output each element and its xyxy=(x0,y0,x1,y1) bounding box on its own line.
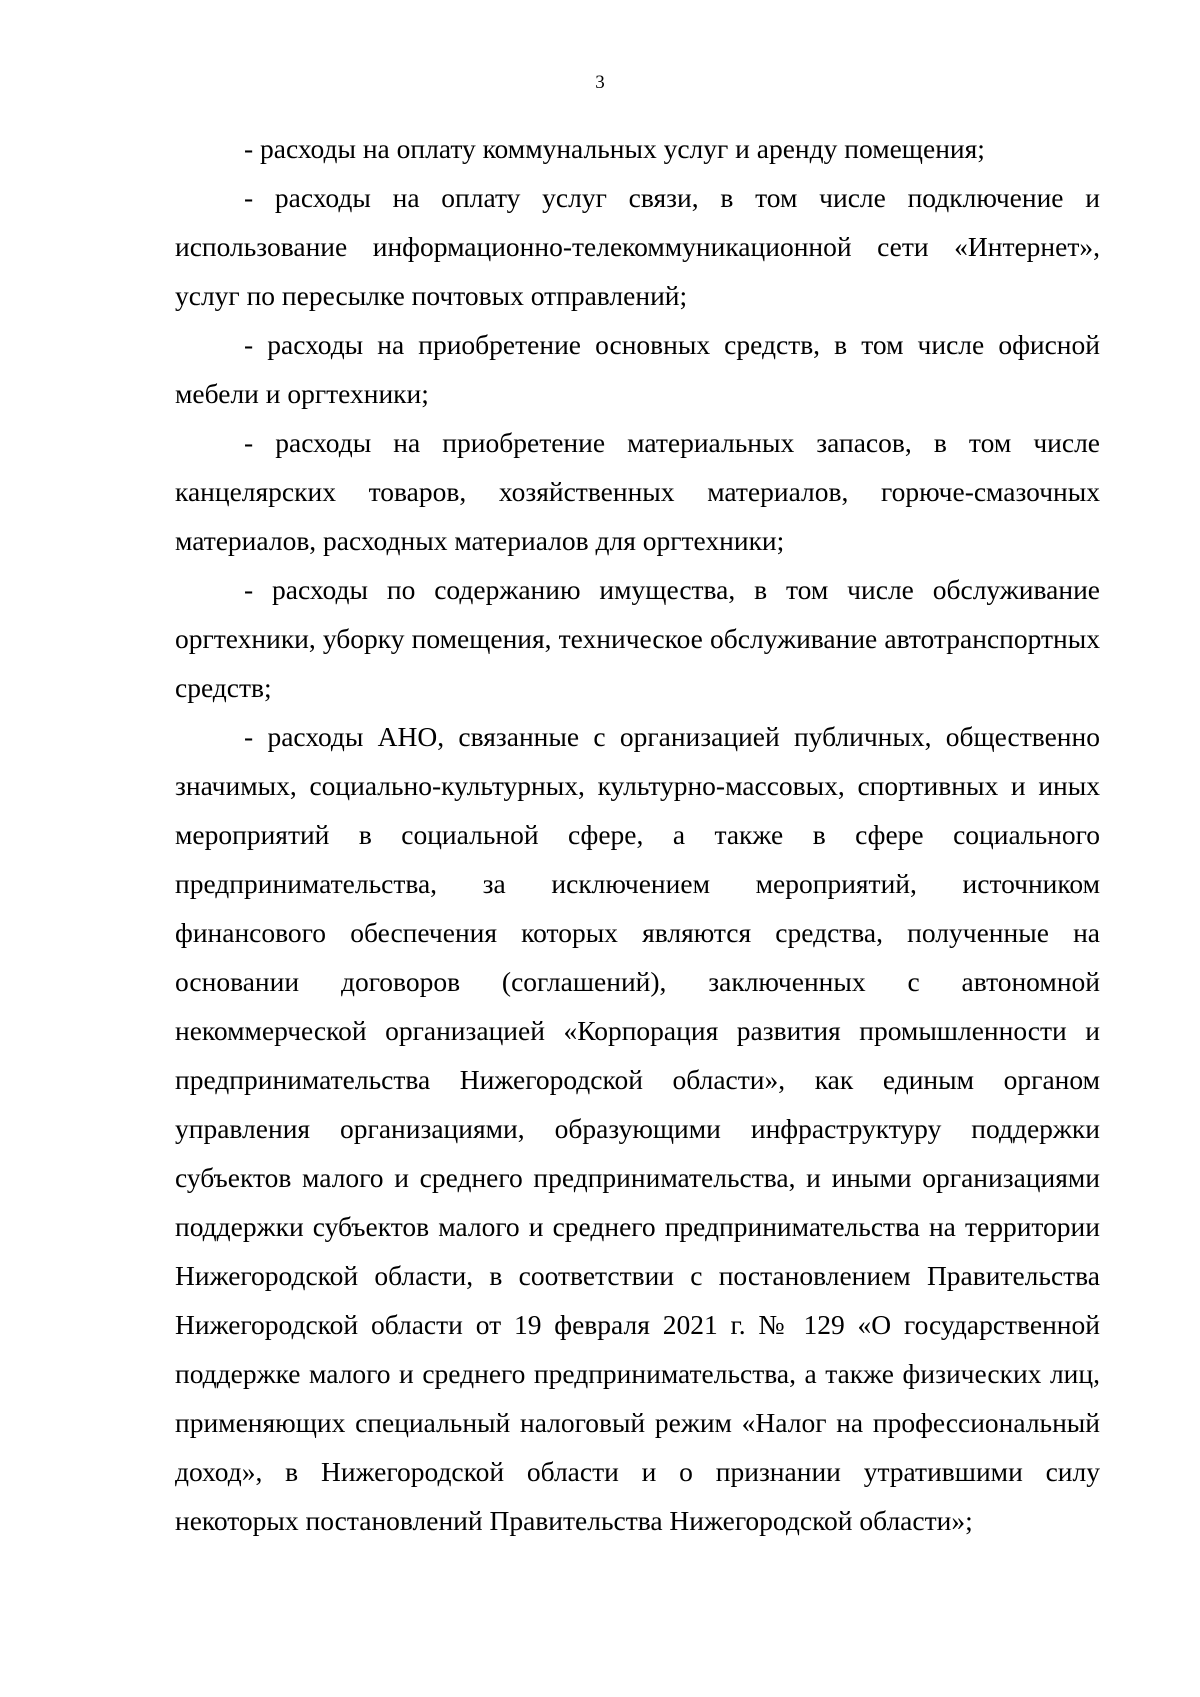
paragraph-property-maintenance: - расходы по содержанию имущества, в том числе обслуживание оргтехники, уборку помещения, техническое обслуживание автотранспортных средств; xyxy=(175,574,1100,703)
page-number: 3 xyxy=(595,72,605,93)
paragraph-communications: - расходы на оплату услуг связи, в том числе подключение и использование информационно-телекоммуникационной сети «Интернет», услуг по пересылке почтовых отправлений; xyxy=(175,182,1100,311)
paragraph-utilities: - расходы на оплату коммунальных услуг и аренду помещения; xyxy=(244,133,985,164)
paragraph-fixed-assets: - расходы на приобретение основных средств, в том числе офисной мебели и оргтехники; xyxy=(175,329,1100,409)
paragraph-material-supplies: - расходы на приобретение материальных запасов, в том числе канцелярских товаров, хозяйственных материалов, горюче-смазочных материалов, расходных материалов для оргтехники; xyxy=(175,427,1100,556)
document-body xyxy=(175,124,1100,1545)
paragraph-ano-events: - расходы АНО, связанные с организацией публичных, общественно значимых, социально-культурных, культурно-массовых, спортивных и иных мероприятий в социальной сфере, а также в сфере социального предпринимательства, за исключением мероприятий, источником финансового обеспечения которых являются средства, полученные на основании договоров (соглашений), заключенных с автономной некоммерческой организацией «Корпорация развития промышленности и предпринимательства Нижегородской области», как единым органом управления организациями, образующими инфраструктуру поддержки субъектов малого и среднего предпринимательства, и иными организациями поддержки субъектов малого и среднего предпринимательства на территории Нижегородской области, в соответствии с постановлением Правительства Нижегородской области от 19 февраля 2021 г. № 129 «О государственной поддержке малого и среднего предпринимательства, а также физических лиц, применяющих специальный налоговый режим «Налог на профессиональный доход», в Нижегородской области и о признании утратившими силу некоторых постановлений Правительства Нижегородской области»; xyxy=(175,721,1100,1536)
